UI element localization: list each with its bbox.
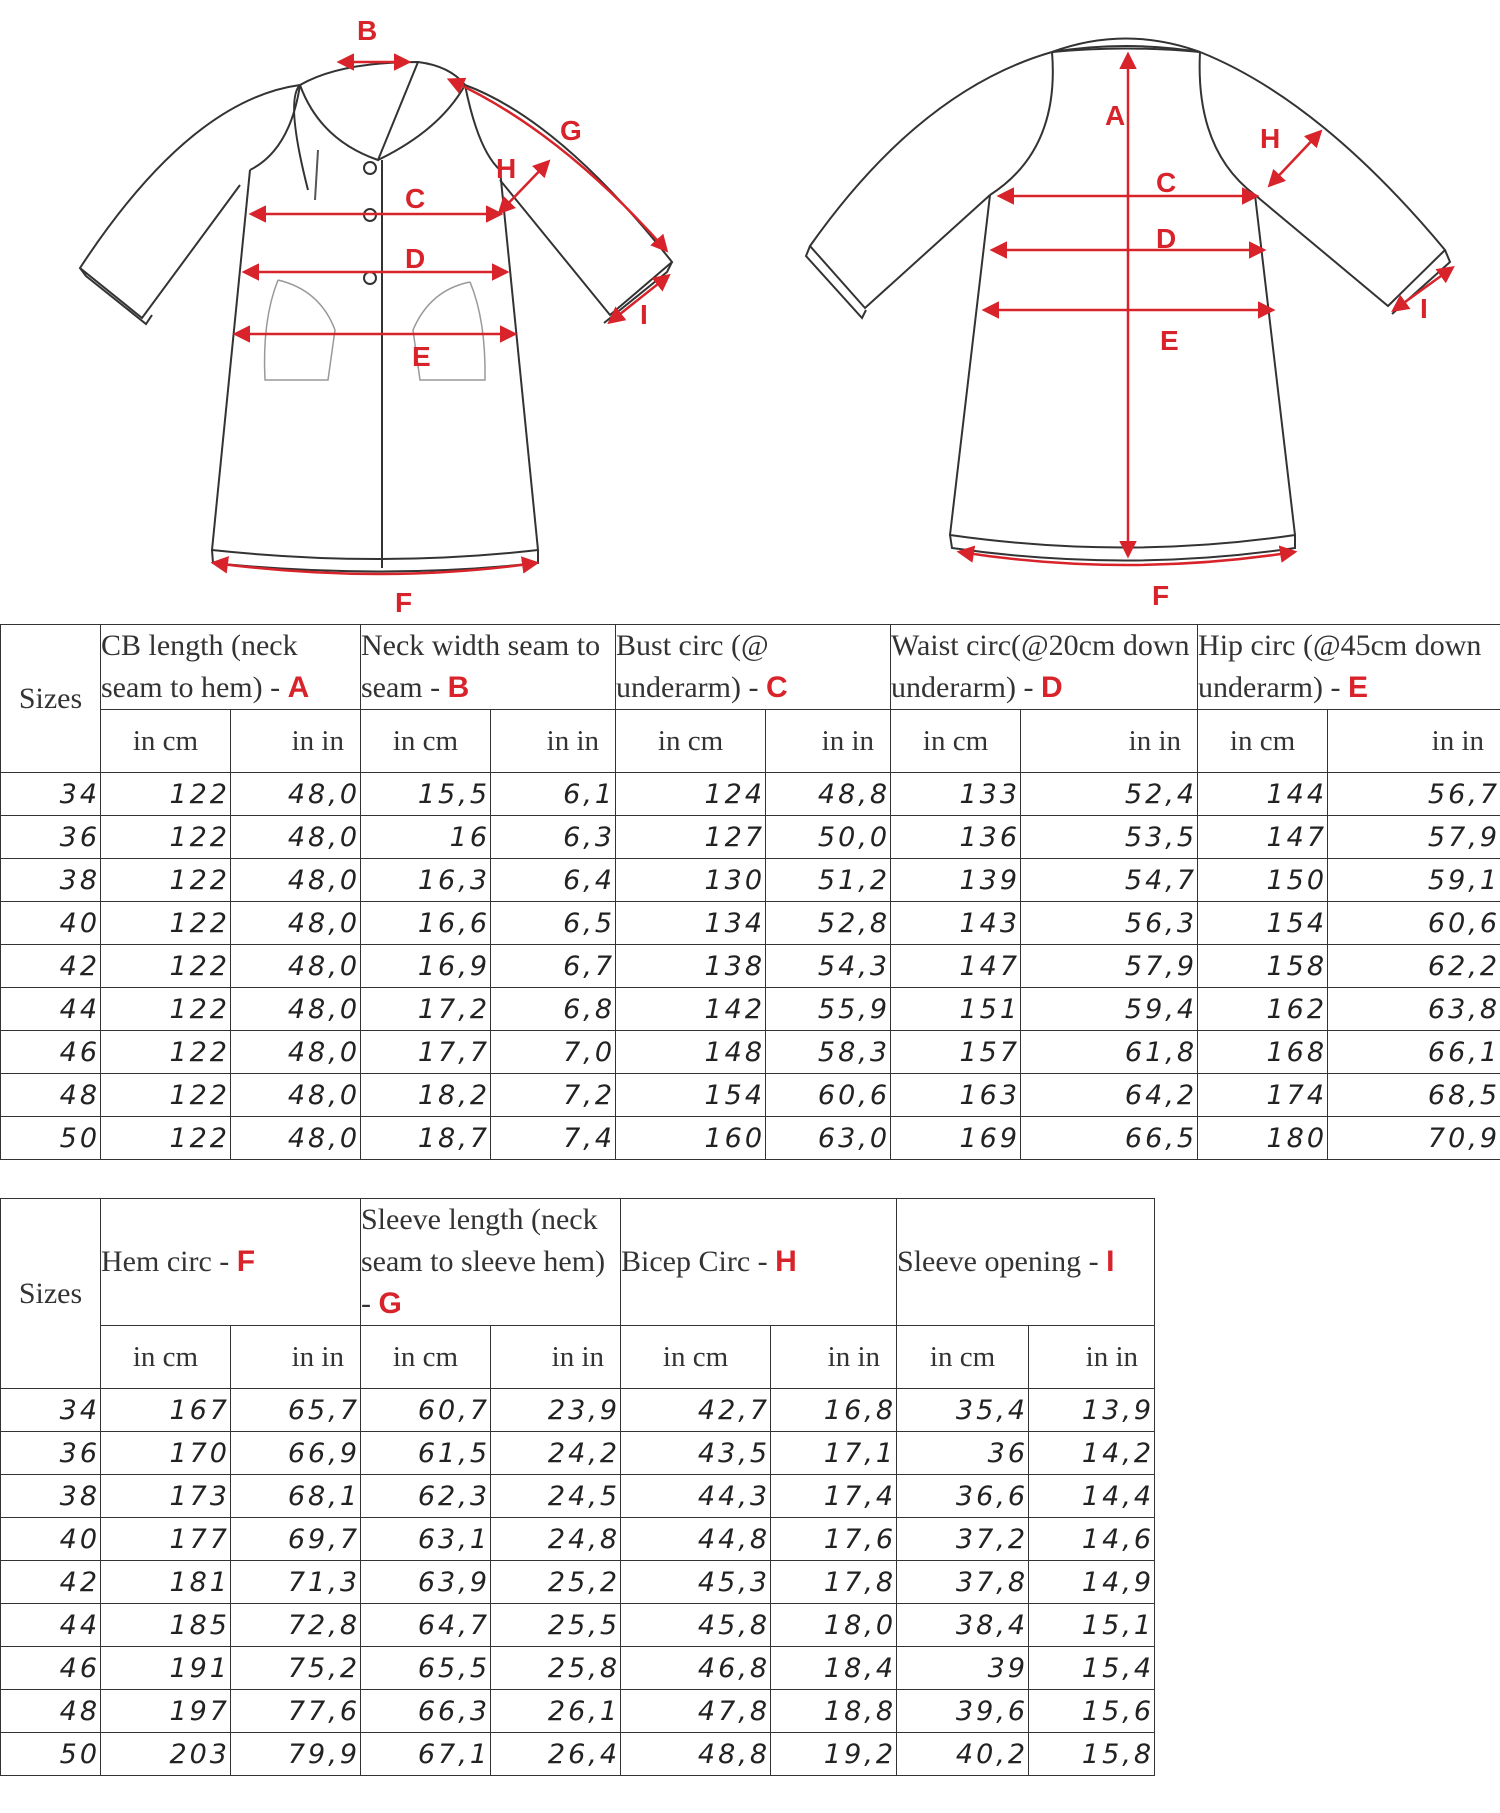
unit-row bbox=[1, 710, 1500, 773]
value-cell: 19,2 bbox=[771, 1733, 897, 1776]
size-cell: 50 bbox=[1, 1733, 101, 1776]
value-cell: 38,4 bbox=[897, 1604, 1029, 1647]
size-table-1 bbox=[0, 624, 1500, 1160]
value-cell: 15,8 bbox=[1029, 1733, 1155, 1776]
unit-row bbox=[1, 1326, 1155, 1389]
value-cell: 48,0 bbox=[231, 902, 361, 945]
table-row bbox=[1, 1733, 1155, 1776]
value-cell: 122 bbox=[101, 988, 231, 1031]
value-cell: 36 bbox=[897, 1432, 1029, 1475]
unit-cm: in cm bbox=[1198, 710, 1328, 773]
value-cell: 167 bbox=[101, 1389, 231, 1432]
value-cell: 66,3 bbox=[361, 1690, 491, 1733]
value-cell: 6,8 bbox=[491, 988, 616, 1031]
unit-in: in in bbox=[766, 710, 891, 773]
value-cell: 47,8 bbox=[621, 1690, 771, 1733]
value-cell: 15,6 bbox=[1029, 1690, 1155, 1733]
table-row bbox=[1, 816, 1500, 859]
value-cell: 7,0 bbox=[491, 1031, 616, 1074]
value-cell: 185 bbox=[101, 1604, 231, 1647]
value-cell: 122 bbox=[101, 859, 231, 902]
size-cell: 50 bbox=[1, 1117, 101, 1160]
table-row bbox=[1, 1389, 1155, 1432]
value-cell: 63,8 bbox=[1328, 988, 1500, 1031]
svg-text:D: D bbox=[1156, 223, 1177, 254]
value-cell: 122 bbox=[101, 945, 231, 988]
unit-cm: in cm bbox=[101, 710, 231, 773]
value-cell: 122 bbox=[101, 816, 231, 859]
svg-text:D: D bbox=[405, 243, 426, 274]
value-cell: 124 bbox=[616, 773, 766, 816]
value-cell: 122 bbox=[101, 1074, 231, 1117]
table-row bbox=[1, 1031, 1500, 1074]
unit-cm: in cm bbox=[891, 710, 1021, 773]
value-cell: 37,2 bbox=[897, 1518, 1029, 1561]
value-cell: 67,1 bbox=[361, 1733, 491, 1776]
table-row bbox=[1, 1475, 1155, 1518]
value-cell: 72,8 bbox=[231, 1604, 361, 1647]
value-cell: 16,9 bbox=[361, 945, 491, 988]
value-cell: 56,3 bbox=[1021, 902, 1198, 945]
unit-in: in in bbox=[771, 1326, 897, 1389]
value-cell: 59,1 bbox=[1328, 859, 1500, 902]
column-header-hem-circ: Hem circ - F bbox=[101, 1199, 361, 1326]
table-row bbox=[1, 1690, 1155, 1733]
value-cell: 40,2 bbox=[897, 1733, 1029, 1776]
value-cell: 48,0 bbox=[231, 1074, 361, 1117]
svg-text:G: G bbox=[560, 115, 582, 146]
value-cell: 15,1 bbox=[1029, 1604, 1155, 1647]
value-cell: 142 bbox=[616, 988, 766, 1031]
svg-text:B: B bbox=[357, 15, 378, 46]
table-row bbox=[1, 1647, 1155, 1690]
value-cell: 63,1 bbox=[361, 1518, 491, 1561]
value-cell: 6,7 bbox=[491, 945, 616, 988]
value-cell: 60,6 bbox=[1328, 902, 1500, 945]
value-cell: 162 bbox=[1198, 988, 1328, 1031]
value-cell: 70,9 bbox=[1328, 1117, 1500, 1160]
value-cell: 62,2 bbox=[1328, 945, 1500, 988]
unit-in: in in bbox=[1328, 710, 1500, 773]
value-cell: 71,3 bbox=[231, 1561, 361, 1604]
value-cell: 170 bbox=[101, 1432, 231, 1475]
coat-technical-drawing bbox=[0, 0, 1500, 620]
value-cell: 66,1 bbox=[1328, 1031, 1500, 1074]
value-cell: 127 bbox=[616, 816, 766, 859]
size-cell: 34 bbox=[1, 773, 101, 816]
size-cell: 44 bbox=[1, 988, 101, 1031]
value-cell: 54,7 bbox=[1021, 859, 1198, 902]
unit-cm: in cm bbox=[897, 1326, 1029, 1389]
size-cell: 40 bbox=[1, 902, 101, 945]
value-cell: 130 bbox=[616, 859, 766, 902]
value-cell: 25,5 bbox=[491, 1604, 621, 1647]
value-cell: 45,8 bbox=[621, 1604, 771, 1647]
column-header-hip-circ: Hip circ (@45cm down underarm) - E bbox=[1198, 625, 1500, 710]
unit-in: in in bbox=[1029, 1326, 1155, 1389]
value-cell: 52,4 bbox=[1021, 773, 1198, 816]
value-cell: 43,5 bbox=[621, 1432, 771, 1475]
svg-text:E: E bbox=[412, 341, 431, 372]
unit-in: in in bbox=[491, 710, 616, 773]
value-cell: 160 bbox=[616, 1117, 766, 1160]
value-cell: 54,3 bbox=[766, 945, 891, 988]
value-cell: 48,8 bbox=[621, 1733, 771, 1776]
value-cell: 61,5 bbox=[361, 1432, 491, 1475]
value-cell: 59,4 bbox=[1021, 988, 1198, 1031]
unit-cm: in cm bbox=[616, 710, 766, 773]
value-cell: 36,6 bbox=[897, 1475, 1029, 1518]
value-cell: 46,8 bbox=[621, 1647, 771, 1690]
value-cell: 157 bbox=[891, 1031, 1021, 1074]
value-cell: 17,4 bbox=[771, 1475, 897, 1518]
value-cell: 44,3 bbox=[621, 1475, 771, 1518]
value-cell: 51,2 bbox=[766, 859, 891, 902]
unit-cm: in cm bbox=[101, 1326, 231, 1389]
value-cell: 60,6 bbox=[766, 1074, 891, 1117]
value-cell: 48,0 bbox=[231, 1031, 361, 1074]
value-cell: 17,1 bbox=[771, 1432, 897, 1475]
column-header-sleeve-opening: Sleeve opening - I bbox=[897, 1199, 1155, 1326]
unit-cm: in cm bbox=[361, 1326, 491, 1389]
value-cell: 134 bbox=[616, 902, 766, 945]
value-cell: 63,0 bbox=[766, 1117, 891, 1160]
value-cell: 48,0 bbox=[231, 988, 361, 1031]
value-cell: 25,8 bbox=[491, 1647, 621, 1690]
value-cell: 61,8 bbox=[1021, 1031, 1198, 1074]
svg-text:A: A bbox=[1105, 100, 1126, 131]
unit-in: in in bbox=[491, 1326, 621, 1389]
value-cell: 168 bbox=[1198, 1031, 1328, 1074]
svg-text:I: I bbox=[1420, 293, 1428, 324]
value-cell: 42,7 bbox=[621, 1389, 771, 1432]
value-cell: 144 bbox=[1198, 773, 1328, 816]
value-cell: 154 bbox=[616, 1074, 766, 1117]
value-cell: 60,7 bbox=[361, 1389, 491, 1432]
value-cell: 44,8 bbox=[621, 1518, 771, 1561]
value-cell: 180 bbox=[1198, 1117, 1328, 1160]
value-cell: 26,4 bbox=[491, 1733, 621, 1776]
value-cell: 173 bbox=[101, 1475, 231, 1518]
size-cell: 36 bbox=[1, 816, 101, 859]
svg-text:F: F bbox=[1152, 580, 1170, 611]
size-cell: 42 bbox=[1, 1561, 101, 1604]
value-cell: 174 bbox=[1198, 1074, 1328, 1117]
value-cell: 14,2 bbox=[1029, 1432, 1155, 1475]
svg-text:F: F bbox=[395, 587, 413, 618]
value-cell: 25,2 bbox=[491, 1561, 621, 1604]
table-row bbox=[1, 1604, 1155, 1647]
value-cell: 14,4 bbox=[1029, 1475, 1155, 1518]
table-row bbox=[1, 1117, 1500, 1160]
value-cell: 50,0 bbox=[766, 816, 891, 859]
value-cell: 6,5 bbox=[491, 902, 616, 945]
value-cell: 23,9 bbox=[491, 1389, 621, 1432]
value-cell: 26,1 bbox=[491, 1690, 621, 1733]
value-cell: 77,6 bbox=[231, 1690, 361, 1733]
front-view bbox=[80, 62, 672, 572]
value-cell: 122 bbox=[101, 1117, 231, 1160]
value-cell: 75,2 bbox=[231, 1647, 361, 1690]
value-cell: 158 bbox=[1198, 945, 1328, 988]
size-cell: 48 bbox=[1, 1074, 101, 1117]
size-cell: 48 bbox=[1, 1690, 101, 1733]
value-cell: 148 bbox=[616, 1031, 766, 1074]
value-cell: 24,8 bbox=[491, 1518, 621, 1561]
value-cell: 122 bbox=[101, 1031, 231, 1074]
size-cell: 36 bbox=[1, 1432, 101, 1475]
unit-in: in in bbox=[231, 710, 361, 773]
value-cell: 64,2 bbox=[1021, 1074, 1198, 1117]
value-cell: 66,5 bbox=[1021, 1117, 1198, 1160]
value-cell: 48,0 bbox=[231, 945, 361, 988]
value-cell: 151 bbox=[891, 988, 1021, 1031]
value-cell: 65,5 bbox=[361, 1647, 491, 1690]
value-cell: 39 bbox=[897, 1647, 1029, 1690]
value-cell: 6,4 bbox=[491, 859, 616, 902]
value-cell: 147 bbox=[1198, 816, 1328, 859]
unit-in: in in bbox=[1021, 710, 1198, 773]
value-cell: 147 bbox=[891, 945, 1021, 988]
value-cell: 150 bbox=[1198, 859, 1328, 902]
svg-text:C: C bbox=[405, 183, 426, 214]
value-cell: 35,4 bbox=[897, 1389, 1029, 1432]
value-cell: 177 bbox=[101, 1518, 231, 1561]
size-cell: 40 bbox=[1, 1518, 101, 1561]
value-cell: 169 bbox=[891, 1117, 1021, 1160]
svg-text:C: C bbox=[1156, 167, 1177, 198]
value-cell: 7,2 bbox=[491, 1074, 616, 1117]
column-header-bicep-circ: Bicep Circ - H bbox=[621, 1199, 897, 1326]
size-cell: 38 bbox=[1, 859, 101, 902]
size-table-2 bbox=[0, 1198, 1155, 1776]
value-cell: 138 bbox=[616, 945, 766, 988]
value-cell: 24,2 bbox=[491, 1432, 621, 1475]
column-header-neck-width: Neck width seam to seam - B bbox=[361, 625, 616, 710]
value-cell: 79,9 bbox=[231, 1733, 361, 1776]
column-header-sleeve-length: Sleeve length (neck seam to sleeve hem) - G bbox=[361, 1199, 621, 1326]
value-cell: 197 bbox=[101, 1690, 231, 1733]
value-cell: 136 bbox=[891, 816, 1021, 859]
value-cell: 65,7 bbox=[231, 1389, 361, 1432]
value-cell: 64,7 bbox=[361, 1604, 491, 1647]
size-cell: 46 bbox=[1, 1647, 101, 1690]
value-cell: 62,3 bbox=[361, 1475, 491, 1518]
value-cell: 48,0 bbox=[231, 859, 361, 902]
table-row bbox=[1, 773, 1500, 816]
value-cell: 63,9 bbox=[361, 1561, 491, 1604]
svg-text:H: H bbox=[496, 153, 517, 184]
svg-text:H: H bbox=[1260, 123, 1281, 154]
value-cell: 55,9 bbox=[766, 988, 891, 1031]
value-cell: 181 bbox=[101, 1561, 231, 1604]
value-cell: 13,9 bbox=[1029, 1389, 1155, 1432]
value-cell: 37,8 bbox=[897, 1561, 1029, 1604]
value-cell: 18,7 bbox=[361, 1117, 491, 1160]
sizes-header: Sizes bbox=[1, 1199, 101, 1389]
value-cell: 48,0 bbox=[231, 816, 361, 859]
value-cell: 18,8 bbox=[771, 1690, 897, 1733]
table-row bbox=[1, 945, 1500, 988]
table-row bbox=[1, 902, 1500, 945]
value-cell: 45,3 bbox=[621, 1561, 771, 1604]
value-cell: 69,7 bbox=[231, 1518, 361, 1561]
value-cell: 191 bbox=[101, 1647, 231, 1690]
value-cell: 18,4 bbox=[771, 1647, 897, 1690]
value-cell: 18,2 bbox=[361, 1074, 491, 1117]
table-row bbox=[1, 1518, 1155, 1561]
value-cell: 17,6 bbox=[771, 1518, 897, 1561]
value-cell: 57,9 bbox=[1021, 945, 1198, 988]
value-cell: 17,8 bbox=[771, 1561, 897, 1604]
unit-cm: in cm bbox=[621, 1326, 771, 1389]
column-header-bust-circ: Bust circ (@ underarm) - C bbox=[616, 625, 891, 710]
value-cell: 16,8 bbox=[771, 1389, 897, 1432]
table-row bbox=[1, 1561, 1155, 1604]
value-cell: 52,8 bbox=[766, 902, 891, 945]
value-cell: 139 bbox=[891, 859, 1021, 902]
value-cell: 203 bbox=[101, 1733, 231, 1776]
value-cell: 16,3 bbox=[361, 859, 491, 902]
value-cell: 15,4 bbox=[1029, 1647, 1155, 1690]
table-row bbox=[1, 1432, 1155, 1475]
column-header-cb-length: CB length (neck seam to hem) - A bbox=[101, 625, 361, 710]
value-cell: 58,3 bbox=[766, 1031, 891, 1074]
size-cell: 42 bbox=[1, 945, 101, 988]
value-cell: 14,6 bbox=[1029, 1518, 1155, 1561]
value-cell: 39,6 bbox=[897, 1690, 1029, 1733]
size-cell: 44 bbox=[1, 1604, 101, 1647]
value-cell: 53,5 bbox=[1021, 816, 1198, 859]
value-cell: 48,0 bbox=[231, 1117, 361, 1160]
value-cell: 48,0 bbox=[231, 773, 361, 816]
value-cell: 16,6 bbox=[361, 902, 491, 945]
value-cell: 18,0 bbox=[771, 1604, 897, 1647]
value-cell: 133 bbox=[891, 773, 1021, 816]
value-cell: 17,2 bbox=[361, 988, 491, 1031]
value-cell: 68,1 bbox=[231, 1475, 361, 1518]
value-cell: 56,7 bbox=[1328, 773, 1500, 816]
value-cell: 122 bbox=[101, 773, 231, 816]
value-cell: 17,7 bbox=[361, 1031, 491, 1074]
value-cell: 143 bbox=[891, 902, 1021, 945]
svg-text:E: E bbox=[1160, 325, 1179, 356]
size-cell: 38 bbox=[1, 1475, 101, 1518]
value-cell: 154 bbox=[1198, 902, 1328, 945]
value-cell: 16 bbox=[361, 816, 491, 859]
table-row bbox=[1, 859, 1500, 902]
column-header-waist-circ: Waist circ(@20cm down underarm) - D bbox=[891, 625, 1198, 710]
value-cell: 24,5 bbox=[491, 1475, 621, 1518]
value-cell: 57,9 bbox=[1328, 816, 1500, 859]
value-cell: 68,5 bbox=[1328, 1074, 1500, 1117]
value-cell: 66,9 bbox=[231, 1432, 361, 1475]
size-cell: 46 bbox=[1, 1031, 101, 1074]
table-row bbox=[1, 988, 1500, 1031]
value-cell: 163 bbox=[891, 1074, 1021, 1117]
sizes-header: Sizes bbox=[1, 625, 101, 773]
value-cell: 6,1 bbox=[491, 773, 616, 816]
value-cell: 122 bbox=[101, 902, 231, 945]
value-cell: 7,4 bbox=[491, 1117, 616, 1160]
value-cell: 15,5 bbox=[361, 773, 491, 816]
table-row bbox=[1, 1074, 1500, 1117]
size-cell: 34 bbox=[1, 1389, 101, 1432]
value-cell: 14,9 bbox=[1029, 1561, 1155, 1604]
value-cell: 48,8 bbox=[766, 773, 891, 816]
value-cell: 6,3 bbox=[491, 816, 616, 859]
unit-in: in in bbox=[231, 1326, 361, 1389]
svg-text:I: I bbox=[640, 299, 648, 330]
unit-cm: in cm bbox=[361, 710, 491, 773]
